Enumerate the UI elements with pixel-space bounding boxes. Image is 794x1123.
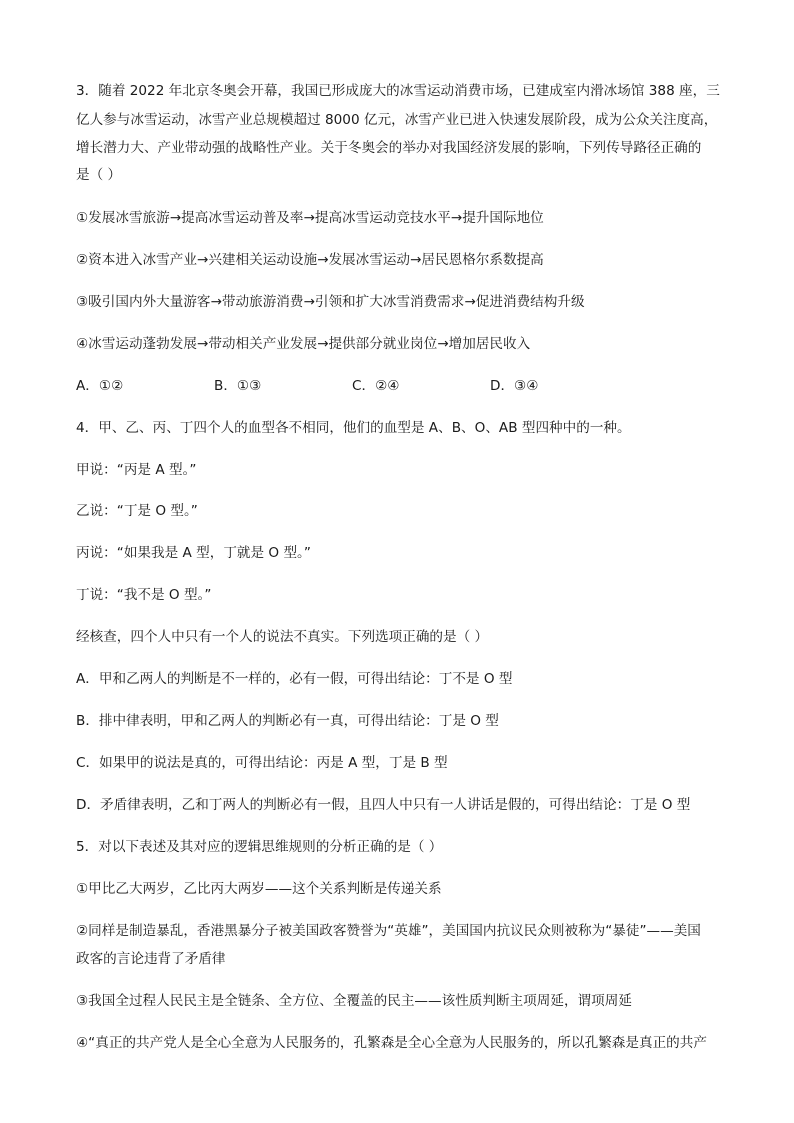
q3-option-d: D．③④	[490, 378, 539, 394]
q3-item-1: ①发展冰雪旅游→提高冰雪运动普及率→提高冰雪运动竞技水平→提升国际地位	[76, 210, 544, 226]
q5-item-2-line-1: ②同样是制造暴乱，香港黑暴分子被美国政客赞誉为“英雄”，美国国内抗议民众则被称为“暴徒”——美国	[76, 923, 701, 939]
q3-stem-line-2: 亿人参与冰雪运动，冰雪产业总规模超过 8000 亿元，冰雪产业已进入快速发展阶段，成为公众关注度高，	[76, 112, 718, 128]
q3-stem-line-4: 是（ ）	[76, 167, 122, 183]
q3-option-c: C．②④	[352, 378, 400, 394]
q3-stem-line-3: 增长潜力大、产业带动强的战略性产业。关于冬奥会的举办对我国经济发展的影响，下列传导路径正确的	[76, 140, 702, 156]
q5-item-2-line-2: 政客的言论违背了矛盾律	[76, 951, 226, 967]
q5-item-1: ①甲比乙大两岁，乙比丙大两岁——这个关系判断是传递关系	[76, 881, 442, 897]
q5-stem: 5．对以下表述及其对应的逻辑思维规则的分析正确的是（ ）	[76, 839, 443, 855]
q3-item-4: ④冰雪运动蓬勃发展→带动相关产业发展→提供部分就业岗位→增加居民收入	[76, 336, 531, 352]
q4-option-c: C．如果甲的说法是真的，可得出结论：丙是 A 型，丁是 B 型	[76, 755, 448, 771]
q4-stem: 4．甲、乙、丙、丁四个人的血型各不相同，他们的血型是 A、B、O、AB 型四种中的一种。	[76, 420, 631, 436]
q3-stem-line-1: 3．随着 2022 年北京冬奥会开幕，我国已形成庞大的冰雪运动消费市场，已建成室内滑冰场馆 388 座，三	[76, 83, 720, 99]
q4-question: 经核查，四个人中只有一个人的说法不真实。下列选项正确的是（ ）	[76, 629, 489, 645]
q4-option-b: B．排中律表明，甲和乙两人的判断必有一真，可得出结论：丁是 O 型	[76, 713, 499, 729]
q4-statement-3: 丙说：“如果我是 A 型，丁就是 O 型。”	[76, 545, 311, 561]
q4-option-d: D．矛盾律表明，乙和丁两人的判断必有一假，且四人中只有一人讲话是假的，可得出结论：丁是 O 型	[76, 797, 691, 813]
q5-item-3: ③我国全过程人民民主是全链条、全方位、全覆盖的民主——该性质判断主项周延，谓项周延	[76, 993, 632, 1009]
q4-statement-1: 甲说：“丙是 A 型。”	[76, 462, 197, 478]
q4-statement-4: 丁说：“我不是 O 型。”	[76, 587, 212, 603]
q4-option-a: A．甲和乙两人的判断是不一样的，必有一假，可得出结论：丁不是 O 型	[76, 671, 513, 687]
q3-item-3: ③吸引国内外大量游客→带动旅游消费→引领和扩大冰雪消费需求→促进消费结构升级	[76, 294, 585, 310]
q3-item-2: ②资本进入冰雪产业→兴建相关运动设施→发展冰雪运动→居民恩格尔系数提高	[76, 252, 544, 268]
q3-option-b: B．①③	[214, 378, 262, 394]
q4-statement-2: 乙说：“丁是 O 型。”	[76, 503, 198, 519]
q3-option-a: A．①②	[76, 378, 124, 394]
q5-item-4: ④“真正的共产党人是全心全意为人民服务的，孔繁森是全心全意为人民服务的，所以孔繁森是真正的共产	[76, 1035, 707, 1051]
